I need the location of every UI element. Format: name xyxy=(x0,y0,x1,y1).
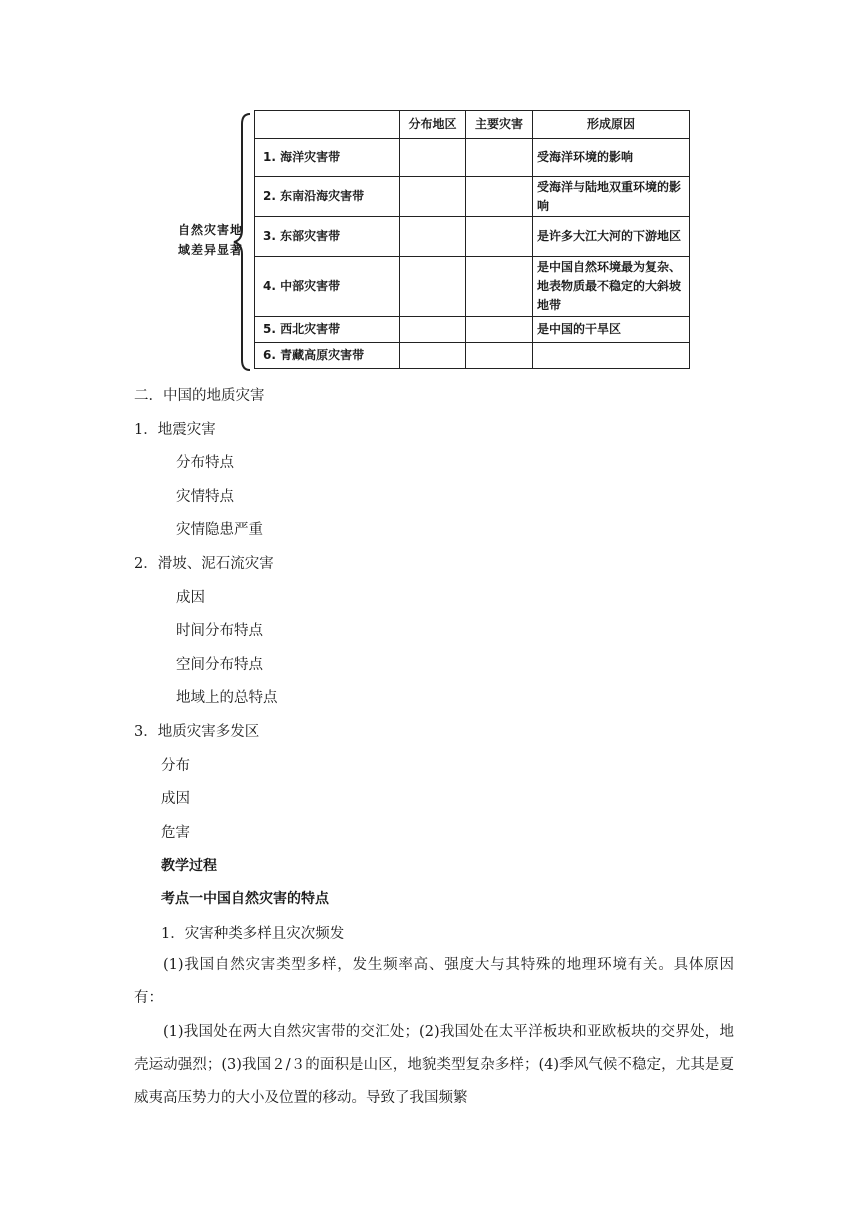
outline-subitem: 地域上的总特点 xyxy=(176,690,278,706)
table-row xyxy=(255,317,690,343)
zone-cause: 受海洋环境的影响 xyxy=(533,139,690,177)
disaster-zone-table xyxy=(254,110,690,369)
empty-cell xyxy=(466,317,533,343)
table-row xyxy=(255,343,690,369)
table-row xyxy=(255,217,690,257)
zone-cause: 是中国的干旱区 xyxy=(533,317,690,343)
outline-subitem: 空间分布特点 xyxy=(176,657,263,673)
zone-name: 2. 东南沿海灾害带 xyxy=(255,177,400,217)
outline-item: 3．地质灾害多发区 xyxy=(134,724,260,740)
outline-subitem: 成因 xyxy=(161,791,190,807)
empty-cell xyxy=(400,217,466,257)
topic-heading: 考点一中国自然灾害的特点 xyxy=(161,891,329,907)
zone-name: 6. 青藏高原灾害带 xyxy=(255,343,400,369)
outline-subitem: 灾情特点 xyxy=(176,489,234,505)
outline-item: 1．地震灾害 xyxy=(134,422,216,438)
header-cell: 主要灾害 xyxy=(466,111,533,139)
zone-cause: 是许多大江大河的下游地区 xyxy=(533,217,690,257)
paragraph: (1)我国自然灾害类型多样，发生频率高、强度大与其特殊的地理环境有关。具体原因有： xyxy=(134,957,734,1006)
outline-subitem: 分布 xyxy=(161,758,190,774)
teaching-heading: 教学过程 xyxy=(161,858,217,874)
side-label: 自然灾害地域差异显著 xyxy=(178,223,244,257)
outline-subitem: 成因 xyxy=(176,590,205,606)
header-cell: 分布地区 xyxy=(400,111,466,139)
zone-cause xyxy=(533,343,690,369)
empty-cell xyxy=(400,139,466,177)
header-cell xyxy=(255,111,400,139)
zone-cause: 受海洋与陆地双重环境的影响 xyxy=(533,177,690,217)
empty-cell xyxy=(400,317,466,343)
bracket-brace xyxy=(228,112,254,372)
table-row xyxy=(255,139,690,177)
empty-cell xyxy=(466,257,533,317)
section-heading: 二．中国的地质灾害 xyxy=(134,388,265,404)
outline-subitem: 灾情隐患严重 xyxy=(176,522,263,538)
table-row xyxy=(255,177,690,217)
point-heading: 1．灾害种类多样且灾次频发 xyxy=(161,926,345,942)
empty-cell xyxy=(400,343,466,369)
zone-name: 3. 东部灾害带 xyxy=(255,217,400,257)
empty-cell xyxy=(466,139,533,177)
header-cell: 形成原因 xyxy=(533,111,690,139)
outline-subitem: 时间分布特点 xyxy=(176,623,263,639)
table-header-row xyxy=(255,111,690,139)
zone-name: 1. 海洋灾害带 xyxy=(255,139,400,177)
empty-cell xyxy=(466,343,533,369)
zone-name: 5. 西北灾害带 xyxy=(255,317,400,343)
empty-cell xyxy=(466,177,533,217)
outline-item: 2．滑坡、泥石流灾害 xyxy=(134,556,274,572)
empty-cell xyxy=(400,177,466,217)
table-row xyxy=(255,257,690,317)
paragraph: (1)我国处在两大自然灾害带的交汇处；(2)我国处在太平洋板块和亚欧板块的交界处，地壳运动强烈；(3)我国２/３的面积是山区，地貌类型复杂多样；(4)季风气候不稳定，尤其是夏威夷高压势力的大小及位置的移动。导致了我国频繁 xyxy=(134,1024,734,1106)
disaster-zone-figure xyxy=(0,0,860,380)
zone-cause: 是中国自然环境最为复杂、地表物质最不稳定的大斜坡地带 xyxy=(533,257,690,317)
empty-cell xyxy=(400,257,466,317)
empty-cell xyxy=(466,217,533,257)
zone-name: 4. 中部灾害带 xyxy=(255,257,400,317)
outline-subitem: 分布特点 xyxy=(176,455,234,471)
outline-subitem: 危害 xyxy=(161,825,190,841)
